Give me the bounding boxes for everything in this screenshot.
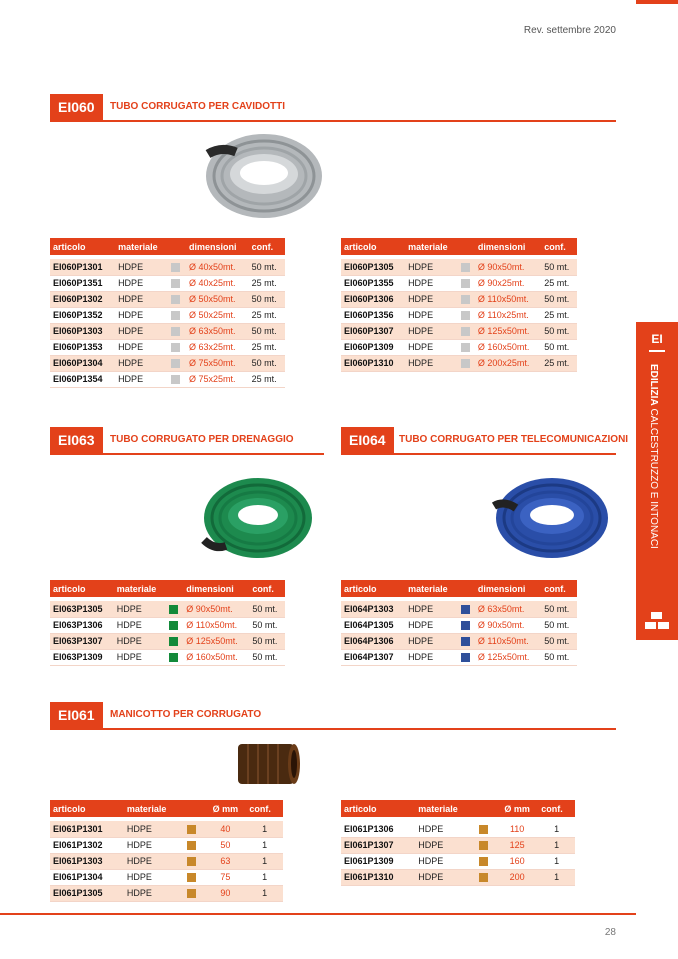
table-row: EI060P1301 HDPE Ø 40x50mt. 50 mt.: [50, 259, 285, 275]
table-row: EI061P1303 HDPE 63 1: [50, 853, 283, 869]
table-row: EI061P1305 HDPE 90 1: [50, 885, 283, 901]
section-code: EI063: [50, 427, 103, 453]
grey-swatch: [171, 359, 180, 368]
grey-pipe-coil-image: [196, 124, 326, 224]
grey-swatch: [461, 295, 470, 304]
table-row: EI060P1351 HDPE Ø 40x25mt. 25 mt.: [50, 275, 285, 291]
grey-swatch: [461, 327, 470, 336]
grey-swatch: [171, 343, 180, 352]
category-label: EDILIZIA CALCESTRUZZO E INTONACI: [648, 364, 659, 549]
section-rule: [341, 453, 616, 455]
col-dimensioni: dimensioni: [186, 238, 249, 255]
section-title: MANICOTTO PER CORRUGATO: [110, 709, 262, 720]
section-title: TUBO CORRUGATO PER DRENAGGIO: [110, 434, 294, 445]
table-row: EI060P1352 HDPE Ø 50x25mt. 25 mt.: [50, 307, 285, 323]
section-code: EI061: [50, 702, 103, 728]
col-conf: conf.: [249, 238, 285, 255]
blue-swatch: [461, 637, 470, 646]
table-row: EI061P1310 HDPE 200 1: [341, 869, 575, 885]
grey-swatch: [171, 311, 180, 320]
table-row: EI060P1303 HDPE Ø 63x50mt. 50 mt.: [50, 323, 285, 339]
green-pipe-coil-image: [196, 470, 314, 562]
brown-swatch: [187, 889, 196, 898]
brown-swatch: [187, 873, 196, 882]
footer-rule: [0, 913, 636, 915]
blue-swatch: [461, 653, 470, 662]
green-swatch: [169, 653, 178, 662]
top-accent-bar: [636, 0, 678, 4]
table-row: EI063P1309 HDPE Ø 160x50mt. 50 mt.: [50, 649, 285, 665]
brown-swatch: [479, 873, 488, 882]
grey-swatch: [171, 263, 180, 272]
table-row: EI060P1309 HDPE Ø 160x50mt. 50 mt.: [341, 339, 577, 355]
blue-swatch: [461, 621, 470, 630]
table-row: EI063P1306 HDPE Ø 110x50mt. 50 mt.: [50, 617, 285, 633]
grey-swatch: [171, 327, 180, 336]
brown-swatch: [479, 825, 488, 834]
table-row: EI061P1309 HDPE 160 1: [341, 853, 575, 869]
ei061-table-left: articolo materiale Ø mm conf. EI061P1301 HDPE 40 1 EI061P1302 HDPE 50 1 EI061P1303 HDPE 63 1 EI061P1304 HDPE 75 1 EI061P1305 HDPE 90 1: [50, 800, 283, 902]
section-header-ei060: [50, 94, 616, 120]
blue-swatch: [461, 605, 470, 614]
brown-swatch: [479, 841, 488, 850]
brown-swatch: [479, 857, 488, 866]
section-rule: [50, 728, 616, 730]
brown-swatch: [187, 841, 196, 850]
table-row: EI061P1306 HDPE 110 1: [341, 821, 575, 837]
table-row: EI061P1304 HDPE 75 1: [50, 869, 283, 885]
grey-swatch: [461, 263, 470, 272]
table-row: EI060P1305 HDPE Ø 90x50mt. 50 mt.: [341, 259, 577, 275]
bricks-icon: [645, 612, 669, 630]
table-row: EI060P1304 HDPE Ø 75x50mt. 50 mt.: [50, 355, 285, 371]
table-row: EI064P1306 HDPE Ø 110x50mt. 50 mt.: [341, 633, 577, 649]
table-row: EI060P1356 HDPE Ø 110x25mt. 25 mt.: [341, 307, 577, 323]
section-rule: [50, 453, 324, 455]
section-code: EI060: [50, 94, 103, 120]
revision-date: Rev. settembre 2020: [523, 25, 616, 36]
grey-swatch: [171, 279, 180, 288]
table-row: EI064P1307 HDPE Ø 125x50mt. 50 mt.: [341, 649, 577, 665]
section-header-ei064: [341, 427, 629, 453]
category-code: EI: [651, 332, 663, 346]
table-row: EI063P1305 HDPE Ø 90x50mt. 50 mt.: [50, 601, 285, 617]
grey-swatch: [461, 343, 470, 352]
grey-swatch: [171, 295, 180, 304]
section-header-ei061: [50, 702, 616, 728]
category-divider: [649, 350, 665, 352]
table-row: EI060P1306 HDPE Ø 110x50mt. 50 mt.: [341, 291, 577, 307]
coupling-sleeve-image: [232, 738, 302, 790]
ei061-table-right: articolo materiale Ø mm conf. EI061P1306 HDPE 110 1 EI061P1307 HDPE 125 1 EI061P1309 HDPE 160 1 EI061P1310 HDPE 200 1: [341, 800, 575, 886]
brown-swatch: [187, 857, 196, 866]
table-row: EI060P1354 HDPE Ø 75x25mt. 25 mt.: [50, 371, 285, 387]
ei060-table-right: articolo materiale dimensioni conf. EI060P1305 HDPE Ø 90x50mt. 50 mt. EI060P1355 HDPE Ø 90x25mt. 25 mt. EI060P1306 HDPE Ø 110x50mt. 50 mt. EI060P1356 HDPE Ø 110x25mt. 25 mt. EI060P1307 HDPE Ø 125x50mt. 50 mt. EI060P1309 HDPE Ø 160x50mt. 50 mt. EI060P1310 HDPE Ø 200x25mt. 25 mt.: [341, 238, 577, 372]
table-row: EI060P1355 HDPE Ø 90x25mt. 25 mt.: [341, 275, 577, 291]
table-row: EI060P1307 HDPE Ø 125x50mt. 50 mt.: [341, 323, 577, 339]
table-row: EI060P1310 HDPE Ø 200x25mt. 25 mt.: [341, 355, 577, 371]
table-row: EI064P1305 HDPE Ø 90x50mt. 50 mt.: [341, 617, 577, 633]
section-header-ei063: [50, 427, 324, 453]
green-swatch: [169, 637, 178, 646]
table-row: EI064P1303 HDPE Ø 63x50mt. 50 mt.: [341, 601, 577, 617]
table-row: EI060P1302 HDPE Ø 50x50mt. 50 mt.: [50, 291, 285, 307]
grey-swatch: [171, 375, 180, 384]
blue-pipe-coil-image: [488, 470, 610, 562]
ei063-table: articolo materiale dimensioni conf. EI063P1305 HDPE Ø 90x50mt. 50 mt. EI063P1306 HDPE Ø 110x50mt. 50 mt. EI063P1307 HDPE Ø 125x50mt. 50 mt. EI063P1309 HDPE Ø 160x50mt. 50 mt.: [50, 580, 285, 666]
section-rule: [50, 120, 616, 122]
section-title: TUBO CORRUGATO PER TELECOMUNICAZIONI: [399, 434, 629, 445]
table-row: EI063P1307 HDPE Ø 125x50mt. 50 mt.: [50, 633, 285, 649]
ei060-table-left: [50, 238, 285, 388]
section-title: TUBO CORRUGATO PER CAVIDOTTI: [110, 101, 285, 112]
table-row: EI061P1301 HDPE 40 1: [50, 821, 283, 837]
category-side-tab[interactable]: [636, 322, 678, 640]
table-row: EI061P1307 HDPE 125 1: [341, 837, 575, 853]
grey-swatch: [461, 279, 470, 288]
col-articolo: articolo: [50, 238, 115, 255]
brown-swatch: [187, 825, 196, 834]
table-row: EI061P1302 HDPE 50 1: [50, 837, 283, 853]
page-number: 28: [604, 927, 616, 938]
grey-swatch: [461, 311, 470, 320]
section-code: EI064: [341, 427, 394, 453]
green-swatch: [169, 605, 178, 614]
grey-swatch: [461, 359, 470, 368]
table-row: EI060P1353 HDPE Ø 63x25mt. 25 mt.: [50, 339, 285, 355]
col-materiale: materiale: [115, 238, 168, 255]
ei064-table: articolo materiale dimensioni conf. EI064P1303 HDPE Ø 63x50mt. 50 mt. EI064P1305 HDPE Ø 90x50mt. 50 mt. EI064P1306 HDPE Ø 110x50mt. 50 mt. EI064P1307 HDPE Ø 125x50mt. 50 mt.: [341, 580, 577, 666]
green-swatch: [169, 621, 178, 630]
